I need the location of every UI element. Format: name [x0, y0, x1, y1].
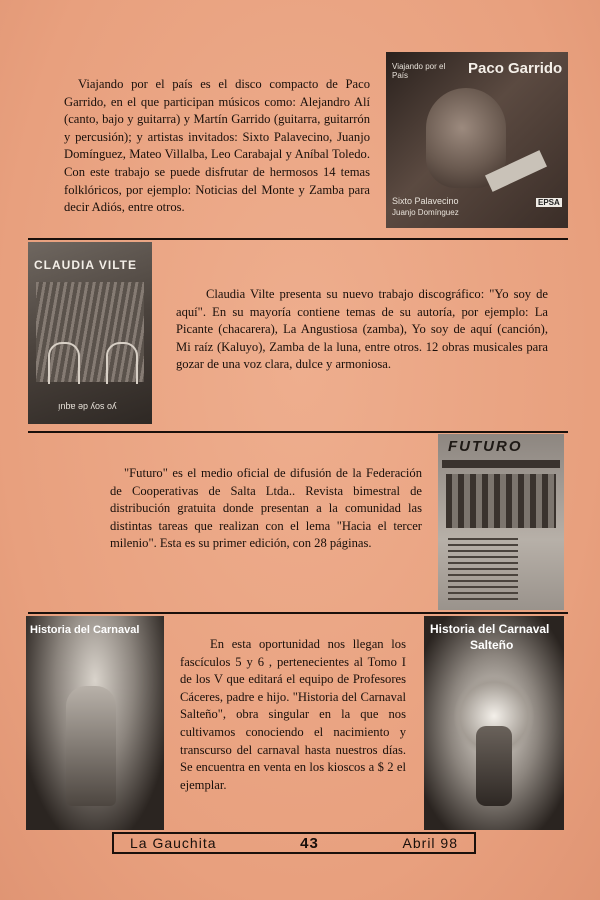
cover-title: Paco Garrido — [468, 60, 563, 77]
page-number: 43 — [300, 834, 319, 852]
arch-shape — [48, 342, 80, 384]
cover-subtitle: yo soy de aquí — [58, 402, 117, 412]
contents-text — [448, 538, 518, 602]
carnaval-cover-right — [424, 616, 564, 830]
record-label: EPSA — [538, 198, 560, 207]
footer-publication: La Gauchita — [130, 835, 217, 851]
cover-subtitle: Viajando por el País — [392, 62, 446, 80]
dancer-figure — [476, 726, 512, 806]
cover-title-line-2: Salteño — [470, 638, 514, 652]
article-claudia-vilte-text: Claudia Vilte presenta su nuevo trabajo discográfico: "Yo soy de aquí". En su mayoría contiene temas de su autoría, por ejemplo: La Picante (chacarera), La Angustiosa (zamba), Yo soy de aquí (canción), Mi raíz (Kaluyo), Zamba de la luna, entre otros. 12 obras musicales para gozar de una voz clara, dulce y armoniosa. — [176, 287, 548, 372]
cover-title: FUTURO — [448, 438, 523, 455]
cover-title-line-1: Historia del Carnaval — [430, 622, 550, 636]
cover-credit: Sixto Palavecino — [392, 196, 459, 206]
cover-credit-2: Juanjo Domínguez — [392, 208, 459, 217]
article-paco-garrido-text: Viajando por el país es el disco compacto de Paco Garrido, en el que participan músicos como: Alejandro Alí (canto, bajo y guitarra) y Martín Garrido (guitarra, guitarrón y percusión); y artistas invitados: Sixto Palavecino, Juanjo Domínguez, Mateo Villalba, Leo Carabajal y Aníbal Toledo. Con este trabajo se puede disfrutar de hermosos 14 temas folklóricos, por ejemplo: Noticias del Monte y Zamba para decir Adiós, entre otros. — [64, 77, 370, 215]
paco-garrido-cd-cover — [386, 52, 568, 228]
claudia-vilte-cd-cover — [28, 242, 152, 424]
group-photo — [446, 474, 556, 528]
footer-date: Abril 98 — [402, 835, 458, 851]
cover-title: Historia del Carnaval — [30, 624, 140, 636]
divider-2 — [28, 431, 568, 433]
article-futuro-text: "Futuro" es el medio oficial de difusión de la Federación de Cooperativas de Salta Ltda.. Revista bimestral de distribución gratuita donde presentan a la comunidad las distintas tareas que realizan con el lema "Hacia el tercer milenio". Esta es su primer edición, con 28 páginas. — [110, 466, 422, 551]
page-footer — [112, 832, 476, 854]
article-carnaval-text: En esta oportunidad nos llegan los fascículos 5 y 6 , pertenecientes al Tomo I de los V que editará el equipo de Profesores Cáceres, padre e hijo. "Historia del Carnaval Salteño", obra singular en la que nos cultivamos conociendo el nacimiento y transcurso del carnaval hasta nuestros días. Se encuentra en venta en los kioscos a $ 2 el ejemplar. — [180, 637, 406, 792]
cover-title: CLAUDIA VILTE — [34, 258, 137, 272]
header-band — [442, 460, 560, 468]
arch-shape — [106, 342, 138, 384]
carnaval-cover-left — [26, 616, 164, 830]
futuro-magazine-cover — [438, 434, 564, 610]
dancer-figure — [66, 686, 116, 806]
divider-3 — [28, 612, 568, 614]
divider-1 — [28, 238, 568, 240]
